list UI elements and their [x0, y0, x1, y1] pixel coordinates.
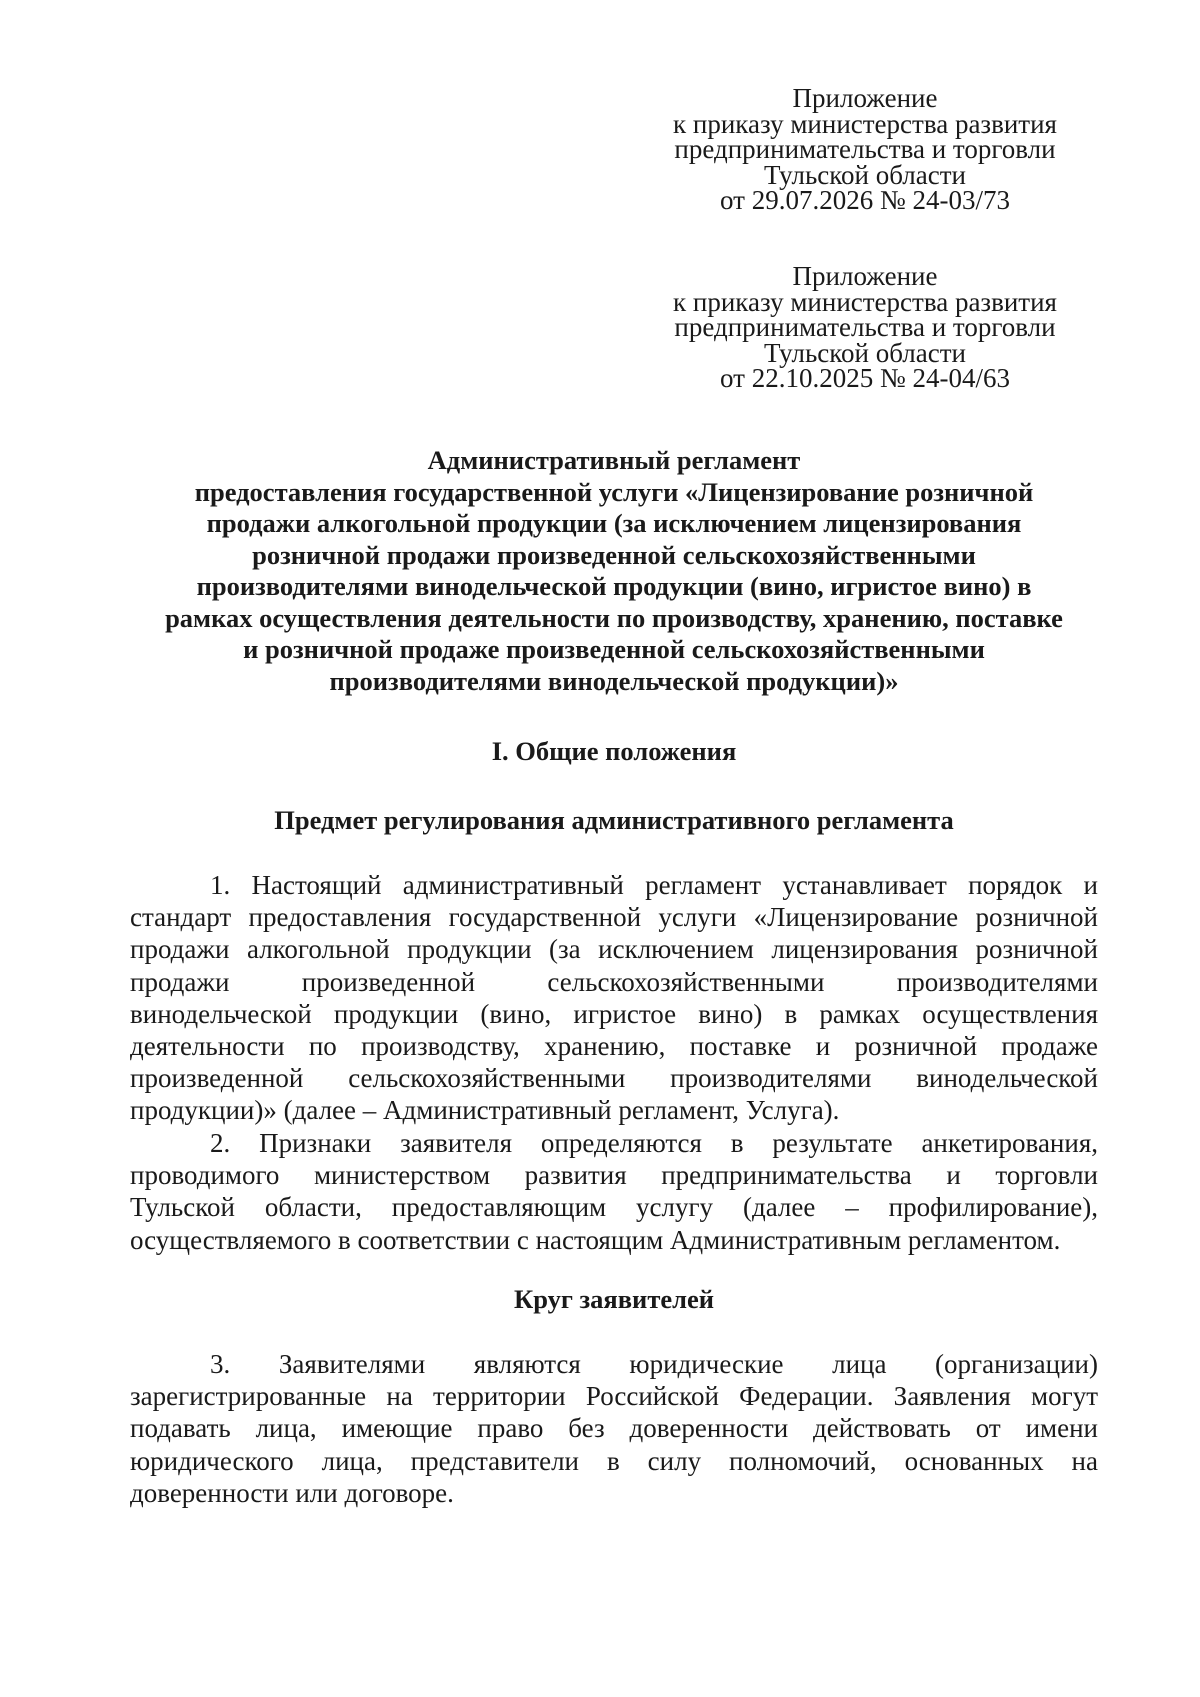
title-line: Административный регламент — [427, 445, 801, 475]
title-line: продажи алкогольной продукции (за исключением лицензирования — [206, 508, 1022, 538]
paragraph-line: продажи алкогольной продукции (за исключением лицензирования розничной — [130, 934, 1098, 965]
approval-line: к приказу министерства развития — [673, 286, 1057, 317]
approval-block-current — [640, 83, 1090, 215]
paragraph-line: 2. Признаки заявителя определяются в результате анкетирования, — [210, 1128, 1098, 1158]
title-line: производителями винодельческой продукции)» — [329, 665, 899, 696]
applicants-heading: Круг заявителей — [513, 1284, 714, 1314]
approval-line: Тульской области — [764, 159, 966, 190]
paragraph-line: продукции)» (далее – Административный регламент, Услуга). — [130, 1095, 840, 1126]
approval-line: предпринимательства и торговли — [674, 134, 1056, 164]
subject-heading: Предмет регулирования административного регламента — [274, 805, 954, 835]
title-line: и розничной продаже произведенной сельскохозяйственными — [243, 634, 985, 664]
approval-title: Приложение — [792, 261, 938, 291]
title-line: производителями винодельческой продукции (вино, игристое вино) в — [196, 571, 1032, 601]
paragraph-line: Тульской области, предоставляющим услугу (далее – профилирование), — [130, 1192, 1098, 1223]
approval-title: Приложение — [792, 83, 938, 113]
paragraph-line: зарегистрированные на территории Российской Федерации. Заявления могут — [130, 1381, 1098, 1412]
section-heading: I. Общие положения — [491, 736, 737, 766]
paragraph-line: проводимого министерством развития предпринимательства и торговли — [130, 1160, 1098, 1191]
paragraph-line: юридического лица, представители в силу полномочий, основанных на — [130, 1445, 1098, 1476]
approval-line: предпринимательства и торговли — [674, 312, 1056, 342]
approval-line: Тульской области — [764, 337, 966, 368]
approval-block-original — [640, 261, 1090, 393]
title-line: рамках осуществления деятельности по производству, хранению, поставке — [165, 602, 1063, 633]
paragraph-1 — [130, 869, 1098, 1127]
paragraph-line: произведенной сельскохозяйственными производителями винодельческой — [130, 1063, 1098, 1094]
paragraph-line: осуществляемого в соответствии с настоящим Административным регламентом. — [130, 1224, 1061, 1255]
title-line: предоставления государственной услуги «Лицензирование розничной — [194, 476, 1034, 507]
paragraph-line: 1. Настоящий административный регламент устанавливает порядок и — [210, 870, 1098, 900]
paragraph-line: стандарт предоставления государственной услуги «Лицензирование розничной — [130, 902, 1098, 933]
paragraph-line: подавать лица, имеющие право без доверенности действовать от имени — [130, 1413, 1098, 1444]
title-line: розничной продажи произведенной сельскохозяйственными — [252, 539, 976, 570]
paragraph-3 — [130, 1348, 1098, 1509]
approval-date-number: от 22.10.2025 № 24-04/63 — [720, 363, 1010, 393]
document-title — [130, 445, 1098, 697]
paragraph-line: доверенности или договоре. — [130, 1477, 454, 1508]
paragraph-line: продажи произведенной сельскохозяйственными производителями — [130, 966, 1098, 997]
paragraph-2 — [130, 1127, 1098, 1256]
approval-date-number: от 29.07.2026 № 24-03/73 — [720, 185, 1010, 215]
paragraph-line: винодельческой продукции (вино, игристое вино) в рамках осуществления — [130, 998, 1098, 1029]
approval-line: к приказу министерства развития — [673, 108, 1057, 139]
paragraph-line: 3. Заявителями являются юридические лица (организации) — [210, 1349, 1098, 1379]
paragraph-line: деятельности по производству, хранению, поставке и розничной продаже — [130, 1031, 1098, 1062]
